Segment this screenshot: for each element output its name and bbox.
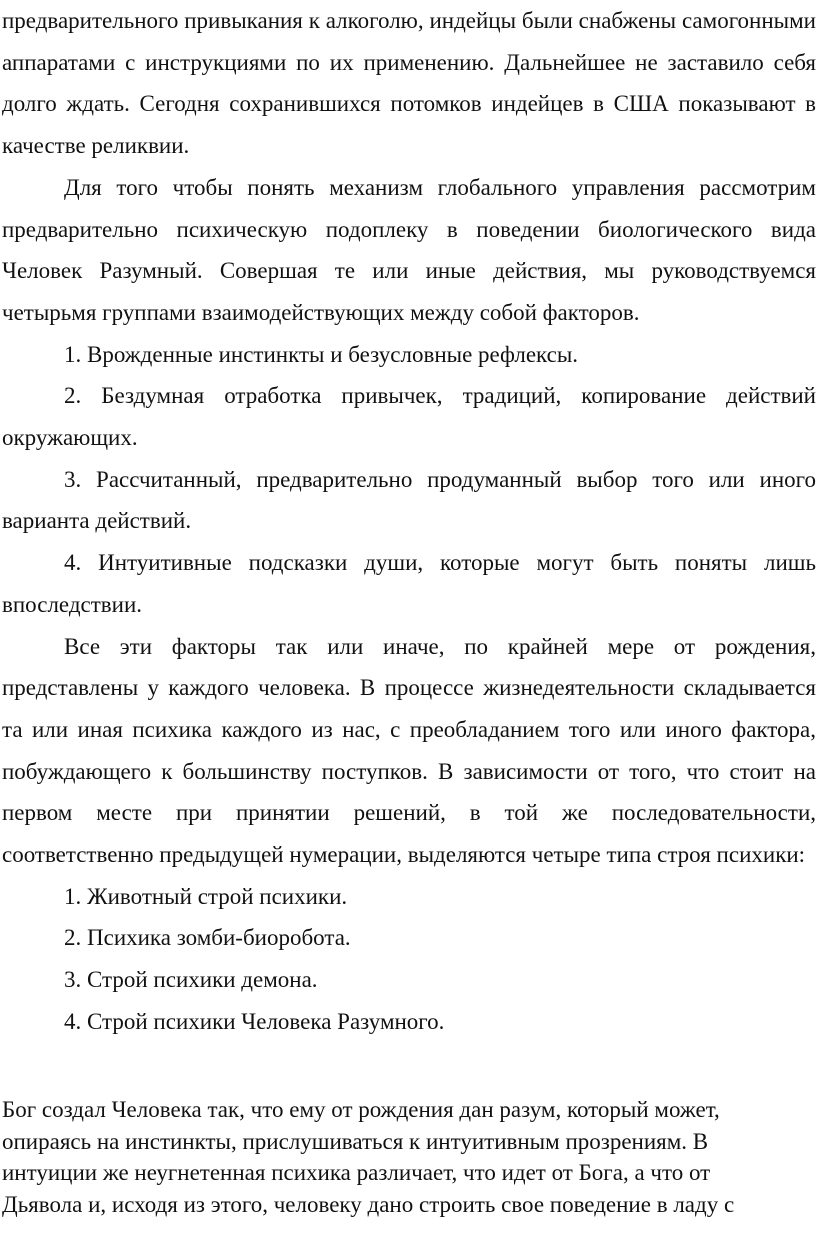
final-paragraph-line: интуиции же неугнетенная психика различает, что идет от Бога, а что от (2, 1160, 711, 1185)
final-paragraph-line: Бог создал Человека так, что ему от рождения дан разум, который может, (2, 1097, 720, 1122)
main-text-block (2, 0, 816, 1043)
list-item-factor-3: 3. Рассчитанный, предварительно продуманный выбор того или иного варианта действий. (2, 466, 816, 534)
list-item-psyche-type-1: 1. Животный строй психики. (64, 883, 348, 909)
list-item-factor-4: 4. Интуитивные подсказки души, которые могут быть поняты лишь впоследствии. (2, 550, 816, 617)
list-item-psyche-type-4: 4. Строй психики Человека Разумного. (64, 1008, 445, 1034)
final-paragraph-line: Дьявола и, исходя из этого, человеку дано строить свое поведение в ладу с (2, 1191, 735, 1217)
paragraph-continuation: предварительного привыкания к алкоголю, индейцы были снабжены самогонными аппаратами с инструкциями по их применению. Дальнейшее не заставило себя долго ждать. Сегодня сохранившихся потомков индейцев в США показывают в качестве реликвии. (2, 8, 816, 159)
paragraph-factors-summary: Все эти факторы так или иначе, по крайней мере от рождения, представлены у каждого человека. В процессе жизнедеятельности складывается та или иная психика каждого из нас, с преобладанием того или иного фактора, побуждающего к большинству поступков. В зависимости от того, что стоит на первом месте при принятии решений, в той же последовательности, соответственно предыдущей нумерации, выделяются четыре типа строя психики: (2, 633, 816, 868)
paragraph-mechanism: Для того чтобы понять механизм глобального управления рассмотрим предварительно психическую подоплеку в поведении биологического вида Человек Разумный. Совершая те или иные действия, мы руководствуемся четырьмя группами взаимодействующих между собой факторов. (2, 174, 816, 325)
list-item-psyche-type-3: 3. Строй психики демона. (64, 967, 318, 993)
final-paragraph (2, 1094, 782, 1220)
final-paragraph-line: опираясь на инстинкты, прислушиваться к интуитивным прозрениям. В (2, 1128, 709, 1154)
list-item-factor-2: 2. Бездумная отработка привычек, традиций, копирование действий окружающих. (2, 383, 816, 451)
list-item-psyche-type-2: 2. Психика зомби-биоробота. (64, 925, 351, 951)
list-item-factor-1: 1. Врожденные инстинкты и безусловные рефлексы. (64, 341, 579, 367)
